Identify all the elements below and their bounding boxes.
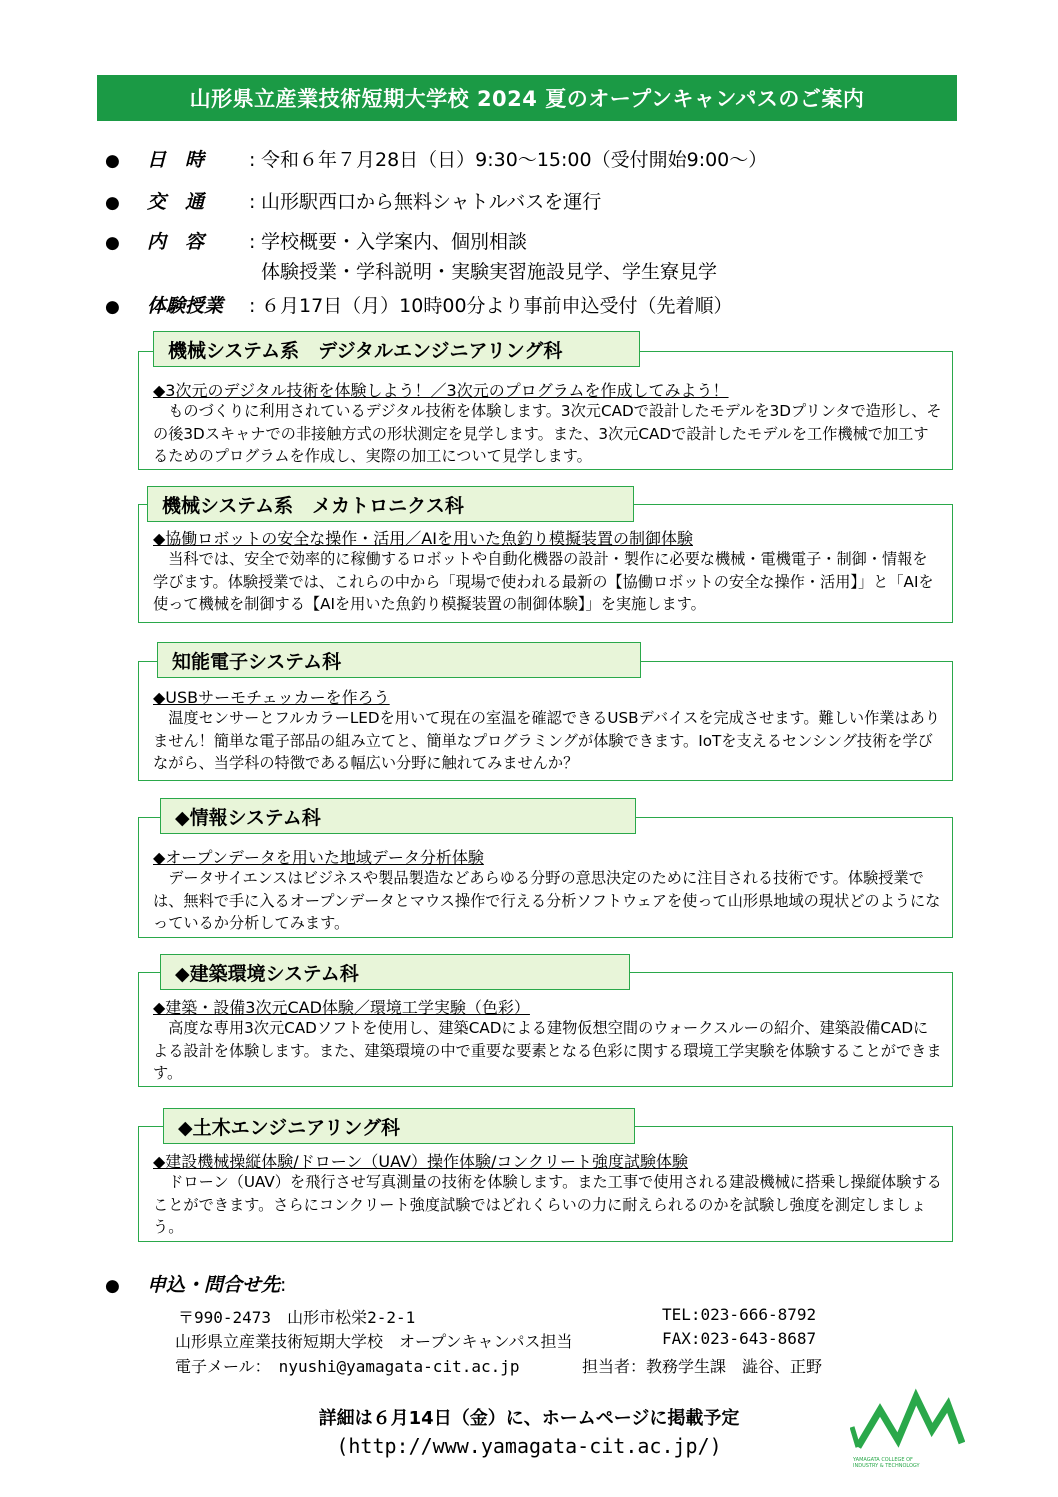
homepage-link[interactable]: (http://www.yamagata-cit.ac.jp/) [336, 1434, 722, 1458]
contact-fax: FAX:023-643-8687 [662, 1329, 817, 1348]
department-subtitle: ◆USBサーモチェッカーを作ろう [153, 688, 390, 707]
colon: : [249, 295, 256, 317]
date-value: 令和６年７月28日（日）9:30～15:00（受付開始9:00～） [261, 149, 768, 171]
department-description: 温度センサーとフルカラーLEDを用いて現在の室温を確認できるUSBデバイスを完成させます。難しい作業はありません！簡単な電子部品の組み立てと、簡単なプログラミングが体験できます。IoTを支えるセンシング技術を学びながら、当学科の特徴である幅広い分野に触れてみませんか？ [153, 709, 941, 772]
contact-label: 申込・問合せ先 [147, 1274, 281, 1296]
content-line1: 学校概要・入学案内、個別相談 [261, 231, 528, 253]
contact-tel: TEL:023-666-8792 [662, 1305, 817, 1324]
bullet-icon: ● [105, 151, 120, 171]
department-title: ◆情報システム科 [160, 798, 636, 834]
department-description: ものづくりに利用されているデジタル技術を体験します。3次元CADで設計したモデルを3Dプリンタで造形し、その後3Dスキャナでの非接触方式の形状測定を見学します。また、3次元CADで設計したモデルを工作機械で加工するためのプログラムを作成し、実際の加工について見学します。 [153, 402, 942, 465]
department-title: 機械システム系 デジタルエンジニアリング科 [153, 331, 640, 367]
transport-label: 交 通 [147, 191, 205, 213]
contact-org: 山形県立産業技術短期大学校 オープンキャンパス担当 [175, 1332, 573, 1351]
department-subtitle: ◆3次元のデジタル技術を体験しよう！／3次元のプログラムを作成してみよう！ [153, 381, 729, 400]
department-title: 知能電子システム科 [157, 642, 641, 678]
colon: : [249, 149, 256, 171]
bullet-icon: ● [105, 1276, 120, 1296]
info-content [105, 229, 261, 256]
department-description: 高度な専用3次元CADソフトを使用し、建築CADによる建物仮想空間のウォークスルーの紹介、建築設備CADによる設計を体験します。また、建築環境の中で重要な要素となる色彩に関する環境工学実験を体験することができます。 [153, 1019, 942, 1082]
trial-value: ６月17日（月）10時00分より事前申込受付（先着順） [261, 295, 733, 317]
info-transport [105, 189, 261, 216]
colon: : [280, 1274, 287, 1296]
contact-email[interactable]: 電子メール： nyushi@yamagata-cit.ac.jp [175, 1357, 520, 1376]
bullet-icon: ● [105, 233, 120, 253]
colon: : [249, 231, 256, 253]
department-title: ◆建築環境システム科 [160, 954, 630, 990]
content-label: 内 容 [147, 231, 205, 253]
department-description: 当科では、安全で効率的に稼働するロボットや自動化機器の設計・製作に必要な機械・電機電子・制御・情報を学びます。体験授業では、これらの中から「現場で使われる最新の【協働ロボットの安全な操作・活用】」と「AIを使って機械を制御する【AIを用いた魚釣り模擬装置の制御体験】」を実施します。 [153, 550, 934, 613]
department-description: データサイエンスはビジネスや製品製造などあらゆる分野の意思決定のために注目される技術です。体験授業では、無料で手に入るオープンデータとマウス操作で行える分析ソフトウェアを使って山形県地域の現状どのようになっているか分析してみます。 [153, 869, 941, 932]
department-box [138, 351, 953, 470]
logo-text-line2: INDUSTRY & TECHNOLOGY [853, 1463, 920, 1469]
footer-notice: 詳細は６月14日（金）に、ホームページに掲載予定 [318, 1408, 740, 1429]
department-subtitle: ◆協働ロボットの安全な操作・活用／AIを用いた魚釣り模擬装置の制御体験 [153, 529, 693, 548]
date-label: 日 時 [147, 149, 205, 171]
contact-person: 担当者：教務学生課 澁谷、正野 [582, 1357, 823, 1376]
info-date [105, 147, 261, 174]
trial-label: 体験授業 [147, 295, 224, 317]
department-subtitle: ◆建設機械操縦体験/ドローン（UAV）操作体験/コンクリート強度試験体験 [153, 1152, 689, 1171]
department-subtitle: ◆建築・設備3次元CAD体験／環境工学実験（色彩） [153, 998, 530, 1017]
page-title: 山形県立産業技術短期大学校 2024 夏のオープンキャンパスのご案内 [97, 75, 957, 121]
department-title: ◆土木エンジニアリング科 [163, 1108, 635, 1144]
info-trial [105, 293, 261, 320]
logo-text [853, 1457, 920, 1469]
content-line2: 体験授業・学科説明・実験実習施設見学、学生寮見学 [261, 261, 718, 283]
bullet-icon: ● [105, 193, 120, 213]
contact-postal: 〒990-2473 山形市松栄2-2-1 [178, 1308, 416, 1327]
department-box [138, 661, 953, 781]
bullet-icon: ● [105, 297, 120, 317]
colon: : [249, 191, 256, 213]
department-box [138, 817, 953, 938]
department-title: 機械システム系 メカトロニクス科 [147, 486, 634, 522]
contact-heading [105, 1272, 286, 1299]
logo-text-line1: YAMAGATA COLLEGE OF [853, 1457, 913, 1463]
department-description: ドローン（UAV）を飛行させ写真測量の技術を体験します。また工事で使用される建設機械に搭乗し操縦体験することができます。さらにコンクリート強度試験ではどれくらいの力に耐えられるのかを試験し強度を測定しましょう。 [153, 1173, 942, 1236]
department-subtitle: ◆オープンデータを用いた地域データ分析体験 [153, 848, 484, 867]
transport-value: 山形駅西口から無料シャトルバスを運行 [261, 191, 602, 213]
